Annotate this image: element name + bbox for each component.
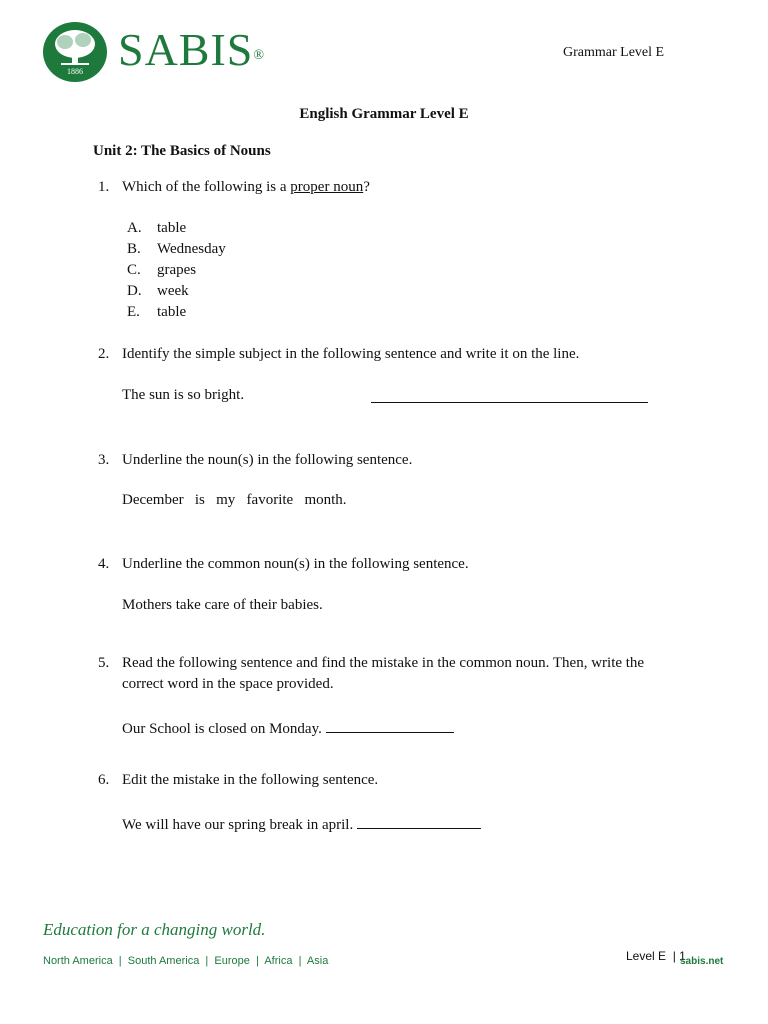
question-6: 6. Edit the mistake in the following sentence. xyxy=(98,772,379,788)
proper-noun-underlined: proper noun xyxy=(290,179,364,195)
option-a: A. table xyxy=(127,220,187,236)
page-number: Level E | 1 xyxy=(626,949,686,963)
question-6-sentence: We will have our spring break in april. xyxy=(122,813,481,834)
question-4: 4. Underline the common noun(s) in the following sentence. xyxy=(98,556,469,572)
registered-mark: ® xyxy=(253,48,266,63)
answer-line-6[interactable] xyxy=(357,813,481,829)
option-c: C. grapes xyxy=(127,262,197,278)
question-5: 5. Read the following sentence and find the mistake in the common noun. Then, write the correct word in the space provided. xyxy=(98,655,645,692)
option-b: B. Wednesday xyxy=(127,241,226,257)
question-2-sentence: The sun is so bright. xyxy=(122,387,245,403)
document-title: English Grammar Level E xyxy=(299,106,469,122)
answer-line-5[interactable] xyxy=(326,717,454,733)
footer-regions: North America | South America | Europe | Africa | Asia xyxy=(43,955,329,967)
answer-line-2[interactable] xyxy=(371,387,648,408)
unit-heading: Unit 2: The Basics of Nouns xyxy=(93,143,271,159)
question-4-sentence: Mothers take care of their babies. xyxy=(122,597,323,613)
logo-year: 1886 xyxy=(67,67,83,76)
footer-website: sabis.net xyxy=(680,956,724,967)
question-2: 2. Identify the simple subject in the following sentence and write it on the line. xyxy=(98,346,580,362)
question-1: 1. Which of the following is a proper noun? xyxy=(98,179,370,195)
question-5-sentence: Our School is closed on Monday. xyxy=(122,717,454,738)
tree-emblem-icon xyxy=(43,22,107,82)
question-3-sentence: December is my favorite month. xyxy=(122,492,347,508)
header-level: Grammar Level E xyxy=(563,45,665,60)
question-3: 3. Underline the noun(s) in the following sentence. xyxy=(98,452,413,468)
footer-slogan: Education for a changing world. xyxy=(43,920,266,939)
option-e: E. table xyxy=(127,304,187,320)
brand-name: SABIS® xyxy=(118,24,266,75)
option-d: D. week xyxy=(127,283,189,299)
